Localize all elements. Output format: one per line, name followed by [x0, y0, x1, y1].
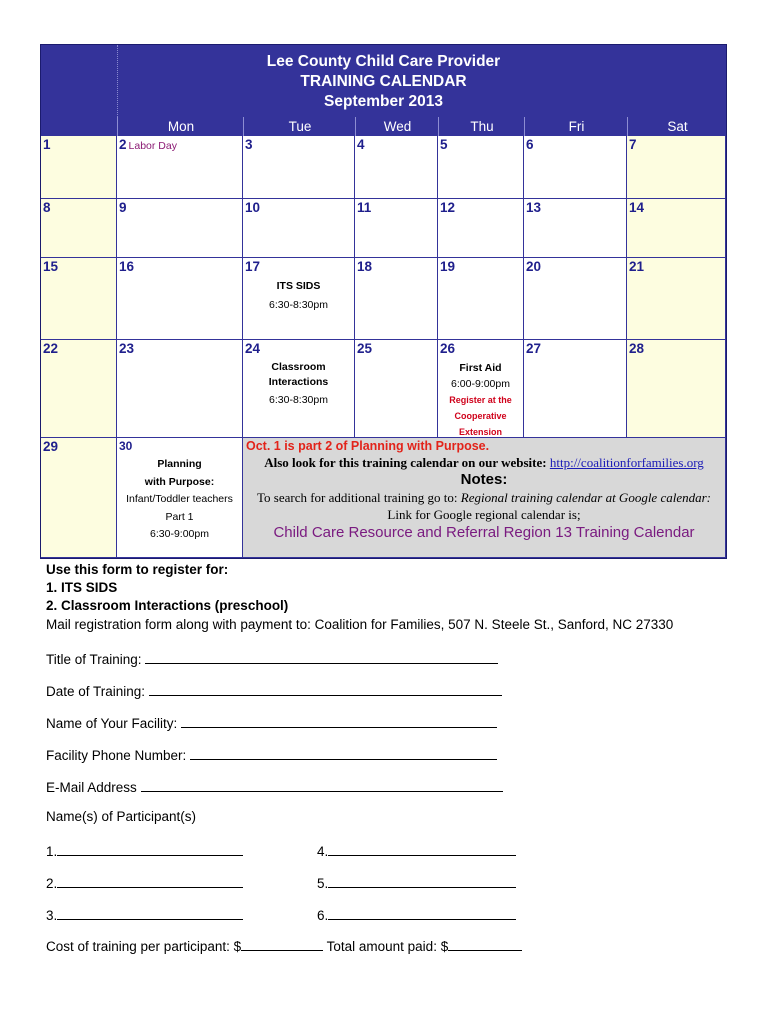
date-of-training-row	[46, 682, 502, 699]
title-of-training-row	[46, 650, 498, 667]
day-number: 18	[357, 259, 373, 274]
dow-fri: Fri	[524, 117, 628, 136]
event-note: Extension	[458, 427, 502, 437]
day-cell	[117, 340, 243, 438]
day-cell	[41, 438, 117, 558]
day-number: 10	[245, 200, 261, 215]
participant-6-field[interactable]	[328, 906, 516, 920]
google-link-text: Link for Google regional calendar is;	[387, 507, 581, 522]
day-cell	[41, 340, 117, 438]
participant-4-field[interactable]	[328, 842, 516, 856]
notes-title: Notes:	[460, 471, 508, 488]
day-number: 13	[526, 200, 542, 215]
search-italic: Regional training calendar at Google calendar:	[460, 490, 711, 505]
day-cell	[438, 340, 524, 438]
total-field[interactable]	[448, 937, 522, 951]
day-number: 8	[43, 200, 51, 215]
day-cell	[627, 258, 726, 340]
day-number: 1	[43, 137, 51, 152]
website-text: Also look for this training calendar on our website:	[264, 455, 547, 470]
day-cell	[524, 136, 627, 199]
facility-name-label: Name of Your Facility:	[46, 716, 178, 731]
search-text: To search for additional training go to:	[256, 490, 458, 505]
website-link[interactable]: http://coalitionforfamilies.org	[549, 455, 704, 470]
day-number: 21	[629, 259, 645, 274]
day-number: 5	[440, 137, 448, 152]
day-number: 30	[119, 439, 133, 453]
notes-box	[243, 438, 726, 558]
day-number: 6	[526, 137, 534, 152]
participant-number: 3.	[46, 908, 58, 923]
form-heading: Use this form to register for:	[46, 562, 229, 577]
day-cell	[627, 340, 726, 438]
day-cell	[524, 258, 627, 340]
event-its-sids	[243, 278, 354, 313]
day-number: 25	[357, 341, 373, 356]
day-cell	[117, 136, 243, 199]
oct-note: Oct. 1 is part 2 of Planning with Purpose.	[246, 439, 490, 453]
day-cell	[524, 340, 627, 438]
facility-phone-field[interactable]	[190, 746, 497, 760]
day-cell	[438, 258, 524, 340]
event-classroom-interactions	[243, 360, 354, 408]
day-cell	[41, 199, 117, 258]
day-cell	[41, 136, 117, 199]
event-note: Register at the	[449, 395, 512, 405]
form-item-1: 1. ITS SIDS	[46, 580, 118, 595]
participant-number: 6.	[317, 908, 329, 923]
participant-2-field[interactable]	[57, 874, 243, 888]
day-number: 27	[526, 341, 542, 356]
day-cell	[243, 199, 355, 258]
event-audience: Infant/Toddler teachers	[126, 493, 233, 505]
participants-label: Name(s) of Participant(s)	[46, 809, 197, 824]
website-line	[243, 455, 725, 471]
calendar-title: Lee County Child Care Provider	[266, 53, 501, 70]
email-row	[46, 778, 503, 795]
day-number: 16	[119, 259, 135, 274]
event-title: Classroom	[271, 361, 326, 373]
facility-name-row	[46, 714, 497, 731]
event-time: 6:00-9:00pm	[451, 378, 510, 390]
cost-field[interactable]	[241, 937, 323, 951]
participant-6-row	[317, 906, 516, 923]
facility-phone-row	[46, 746, 497, 763]
holiday-label: Labor Day	[128, 140, 177, 152]
participant-3-field[interactable]	[57, 906, 243, 920]
day-cell	[355, 136, 438, 199]
title-of-training-field[interactable]	[145, 650, 498, 664]
dow-sat: Sat	[627, 117, 727, 136]
day-number: 24	[245, 341, 261, 356]
dow-thu: Thu	[438, 117, 525, 136]
event-note: Cooperative	[454, 411, 507, 421]
mail-instructions: Mail registration form along with payment to: Coalition for Families, 507 N. Steele St., Sanford, NC 27330	[46, 617, 674, 632]
form-item-2: 2. Classroom Interactions (preschool)	[46, 598, 289, 613]
training-calendar	[40, 44, 727, 559]
calendar-month: September 2013	[324, 93, 443, 110]
title-of-training-label: Title of Training:	[46, 652, 142, 667]
day-number: 17	[245, 259, 261, 274]
calendar-subtitle: TRAINING CALENDAR	[300, 73, 467, 90]
cost-row	[46, 937, 522, 954]
day-cell	[627, 199, 726, 258]
day-number: 12	[440, 200, 456, 215]
day-number: 2 Labor Day	[119, 137, 177, 152]
day-cell	[355, 340, 438, 438]
day-cell	[438, 136, 524, 199]
day-number: 23	[119, 341, 135, 356]
day-cell	[243, 258, 355, 340]
day-cell	[117, 199, 243, 258]
day-number: 9	[119, 200, 127, 215]
total-label: Total amount paid: $	[326, 939, 449, 954]
day-cell	[355, 258, 438, 340]
day-number: 11	[357, 200, 372, 215]
facility-phone-label: Facility Phone Number:	[46, 748, 187, 763]
day-of-week-row	[41, 117, 726, 136]
participant-5-field[interactable]	[328, 874, 516, 888]
participant-2-row	[46, 874, 243, 891]
ccr-title: Child Care Resource and Referral Region 13 Training Calendar	[273, 524, 695, 541]
email-label: E-Mail Address	[46, 780, 137, 795]
day-number: 3	[245, 137, 253, 152]
day-number: 20	[526, 259, 542, 274]
day-cell	[243, 340, 355, 438]
day-cell	[355, 199, 438, 258]
day-number: 7	[629, 137, 637, 152]
day-number: 28	[629, 341, 645, 356]
cost-label: Cost of training per participant: $	[46, 939, 242, 954]
day-number: 26	[440, 341, 456, 356]
participant-1-row	[46, 842, 243, 859]
event-time: 6:30-8:30pm	[269, 299, 328, 311]
day-cell	[243, 136, 355, 199]
date-of-training-field[interactable]	[149, 682, 502, 696]
day-cell	[627, 136, 726, 199]
participant-5-row	[317, 874, 516, 891]
participant-number: 5.	[317, 876, 329, 891]
participant-number: 1.	[46, 844, 58, 859]
event-part: Part 1	[165, 510, 194, 523]
search-line	[243, 490, 725, 506]
date-of-training-label: Date of Training:	[46, 684, 146, 699]
participant-3-row	[46, 906, 243, 923]
dow-wed: Wed	[355, 117, 439, 136]
day-number: 19	[440, 259, 456, 274]
event-planning-with-purpose	[117, 456, 242, 544]
participant-number: 2.	[46, 876, 58, 891]
facility-name-field[interactable]	[181, 714, 497, 728]
participant-number: 4.	[317, 844, 329, 859]
day-cell	[117, 438, 243, 558]
day-cell	[524, 199, 627, 258]
dow-tue: Tue	[243, 117, 356, 136]
event-title: Interactions	[268, 376, 329, 388]
event-time: 6:30-8:30pm	[269, 394, 328, 406]
calendar-header	[41, 45, 726, 117]
event-title: First Aid	[459, 362, 502, 374]
day-number: 14	[629, 200, 645, 215]
event-time: 6:30-9:00pm	[150, 528, 209, 540]
day-cell	[117, 258, 243, 340]
event-first-aid	[438, 360, 523, 440]
event-title: with Purpose:	[144, 475, 215, 488]
day-cell	[438, 199, 524, 258]
day-number: 4	[357, 137, 365, 152]
participant-1-field[interactable]	[57, 842, 243, 856]
event-title: Planning	[157, 458, 202, 470]
participant-4-row	[317, 842, 516, 859]
email-field[interactable]	[141, 778, 503, 792]
day-number: 15	[43, 259, 59, 274]
event-title: ITS SIDS	[276, 280, 321, 292]
day-number: 29	[43, 439, 59, 454]
dow-mon: Mon	[117, 117, 244, 136]
day-cell	[41, 258, 117, 340]
day-number: 22	[43, 341, 59, 356]
